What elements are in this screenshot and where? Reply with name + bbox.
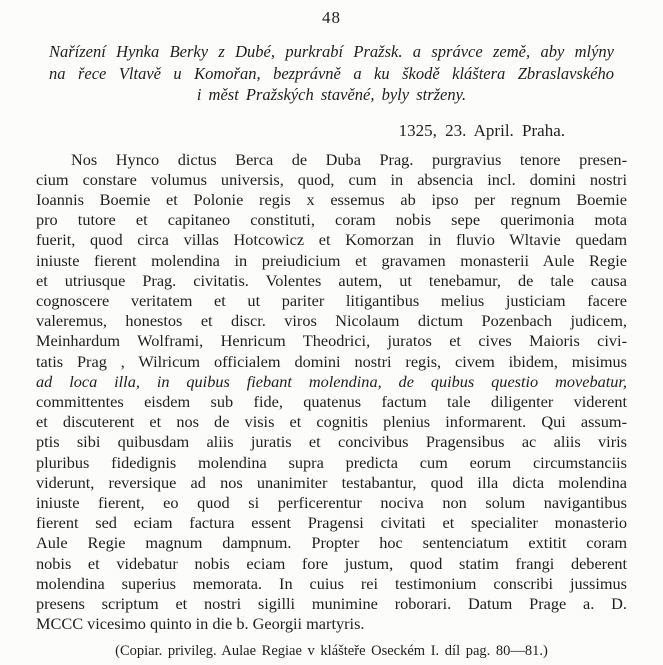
- body-line: nobis et videbatur nobis eciam fore justum, quod statim frangi deberent: [36, 553, 627, 573]
- body-line: et discuterent et nos de visis et cognitis plenius informarent. Qui assum-: [36, 412, 627, 432]
- body-line: MCCC vicesimo quinto in die b. Georgii martyris.: [36, 614, 365, 634]
- body-line: iniuste fierent, eo quod si perficerentur nociva non solum navigantibus: [36, 492, 627, 512]
- body-line: Nos Hynco dictus Berca de Duba Prag. purgravius tenore presen-: [71, 149, 627, 169]
- body-line: et utriusque Prag. civitatis. Volentes autem, ut tenebamur, de tale causa: [36, 270, 627, 290]
- dateline: 1325, 23. April. Praha.: [398, 120, 565, 140]
- heading-line: na řece Vltavě u Komořan, bezprávně a ku škodě kláštera Zbraslavského: [49, 63, 614, 83]
- heading-line: Nařízení Hynka Berky z Dubé, purkrabí Pražsk. a správce země, aby mlýny: [49, 42, 614, 61]
- document-heading: [49, 41, 614, 106]
- body-line: Meinhardum Wolframi, Henricum Theodrici, juratos et cives Maioris civi-: [36, 331, 627, 351]
- page-number: 48: [322, 8, 341, 27]
- body-line: cium constare volumus universis, quod, cum in absencia incl. domini nostri: [36, 169, 627, 189]
- heading-line: i měst Pražských stavěné, byly strženy.: [196, 85, 467, 104]
- body-line: ad loca illa, in quibus fiebant molendina, de quibus questio movebatur,: [36, 371, 627, 391]
- body-line: pluribus fidedignis molendina supra predicta cum eorum circumstanciis: [36, 452, 627, 472]
- body-line: committentes eisdem sub fide, quatenus factum tale diligenter viderent: [36, 391, 627, 411]
- body-line: fierent sed eciam factura essent Pragensi civitati et specialiter monasterio: [36, 513, 627, 533]
- document-body: [36, 150, 627, 635]
- body-line: valeremus, honestos et discr. viros Nicolaum dictum Pozenbach judicem,: [36, 311, 627, 331]
- body-line: viderunt, reversique ad nos unanimiter testabantur, quod illa dicta molendina: [36, 472, 627, 492]
- body-line: iniuste fierent molendina in preiudicium et gravamen monasterii Aule Regie: [36, 250, 627, 270]
- body-line: pro tutore et capitaneo constituti, coram nobis sepe querimonia mota: [36, 210, 627, 230]
- body-line: Aule Regie magnum dampnum. Propter hoc sentenciatum extitit coram: [36, 533, 627, 553]
- source-citation: (Copiar. privileg. Aulae Regiae v klášteře Oseckém I. díl pag. 80—81.): [115, 643, 548, 660]
- body-line: ptis sibi quibusdam aliis juratis et concivibus Pragensibus ac aliis viris: [36, 432, 627, 452]
- body-line: Ioannis Boemie et Polonie regis x essemus ab ipso per regnum Boemie: [36, 189, 627, 209]
- body-line: tatis Prag , Wilricum officialem domini nostri regis, civem ibidem, misimus: [36, 351, 627, 371]
- body-line: fuerit, quod circa villas Hotcowicz et Komorzan in fluvio Wltavie quedam: [36, 230, 627, 250]
- body-line: presens scriptum et nostri sigilli munimine roborari. Datum Prage a. D.: [36, 593, 627, 613]
- body-line: cognoscere veritatem et ut pariter litigantibus melius justiciam facere: [36, 290, 627, 310]
- body-line: molendina superius memorata. In cuius rei testimonium conscribi jussimus: [36, 573, 627, 593]
